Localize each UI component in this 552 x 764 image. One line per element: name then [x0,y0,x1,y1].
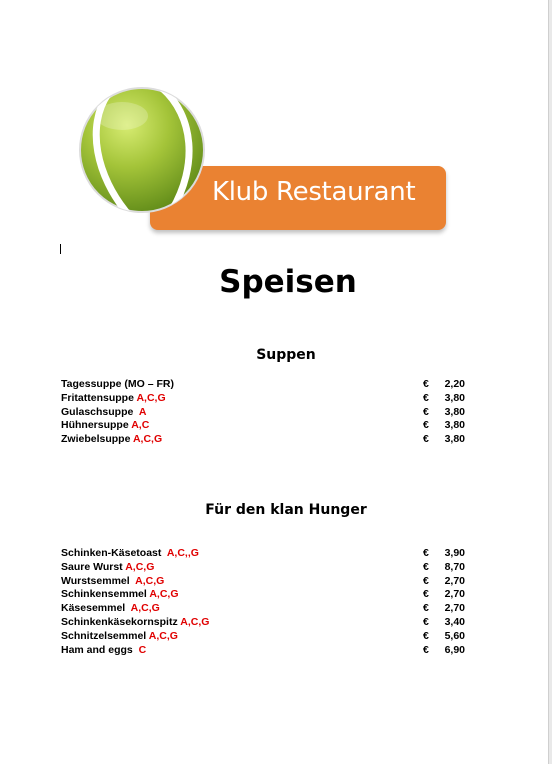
item-price: 3,80 [444,391,465,404]
currency-symbol: € [423,433,429,446]
menu-item [61,616,465,630]
menu-item [61,561,465,575]
currency-symbol: € [423,602,429,615]
currency-symbol: € [423,391,429,404]
item-name: Käsesemmel [61,602,126,615]
menu-item [61,419,465,433]
allergen-codes: A,C,G [132,433,163,446]
allergen-codes: A,C,,G [166,547,199,559]
currency-symbol: € [423,405,429,418]
menu-list-suppen [61,378,465,447]
menu-item [61,602,465,616]
item-name: Schinkensemmel [61,588,147,601]
item-price: 5,60 [444,629,465,642]
item-name: Ham and eggs [61,643,133,656]
item-name: Schnitzelsemmel [61,629,147,642]
menu-item [61,378,465,392]
menu-item [61,588,465,602]
menu-list-hunger [61,547,465,657]
item-name: Fritattensuppe [61,391,134,404]
item-name: Hühnersuppe [61,419,129,432]
item-name: Schinken-Käsetoast [61,547,162,559]
item-price: 2,70 [444,574,465,587]
tennis-ball-icon [78,86,206,214]
currency-symbol: € [423,547,429,559]
currency-symbol: € [423,378,429,390]
allergen-codes: A,C,G [130,602,160,615]
text-cursor [60,244,61,254]
item-price: 3,40 [444,615,465,628]
item-name: Tagessuppe (MO – FR) [61,378,174,390]
page-title: Speisen [219,264,357,300]
allergen-codes: A,C,G [149,588,179,601]
currency-symbol: € [423,588,429,601]
currency-symbol: € [423,643,429,656]
logo-text: Klub Restaurant [212,177,416,207]
currency-symbol: € [423,419,429,432]
allergen-codes: A [138,405,147,418]
menu-item [61,644,465,658]
item-price: 3,90 [444,547,465,559]
allergen-codes: A,C,G [148,629,178,642]
allergen-codes: A,C [131,419,150,432]
item-price: 3,80 [444,433,465,446]
item-name: Saure Wurst [61,560,123,573]
item-name: Schinkenkäsekornspitz [61,615,178,628]
section-title-hunger: Für den klan Hunger [205,502,367,518]
currency-symbol: € [423,574,429,587]
item-price: 2,70 [444,588,465,601]
menu-item [61,630,465,644]
item-name: Zwiebelsuppe [61,433,131,446]
allergen-codes: A,C,G [125,560,155,573]
allergen-codes: A,C,G [135,574,165,587]
allergen-codes: C [138,643,147,656]
currency-symbol: € [423,615,429,628]
currency-symbol: € [423,629,429,642]
item-price: 2,70 [444,602,465,615]
item-name: Wurstsemmel [61,574,130,587]
section-title-suppen: Suppen [256,347,316,363]
item-price: 8,70 [444,560,465,573]
menu-item [61,392,465,406]
item-price: 3,80 [444,405,465,418]
currency-symbol: € [423,560,429,573]
menu-item [61,406,465,420]
menu-item [61,547,465,561]
menu-item [61,433,465,447]
item-price: 3,80 [444,419,465,432]
menu-item [61,575,465,589]
item-price: 2,20 [444,378,465,390]
restaurant-logo [78,86,448,232]
allergen-codes: A,C,G [180,615,210,628]
allergen-codes: A,C,G [136,391,166,404]
item-name: Gulaschsuppe [61,405,134,418]
item-price: 6,90 [444,643,465,656]
